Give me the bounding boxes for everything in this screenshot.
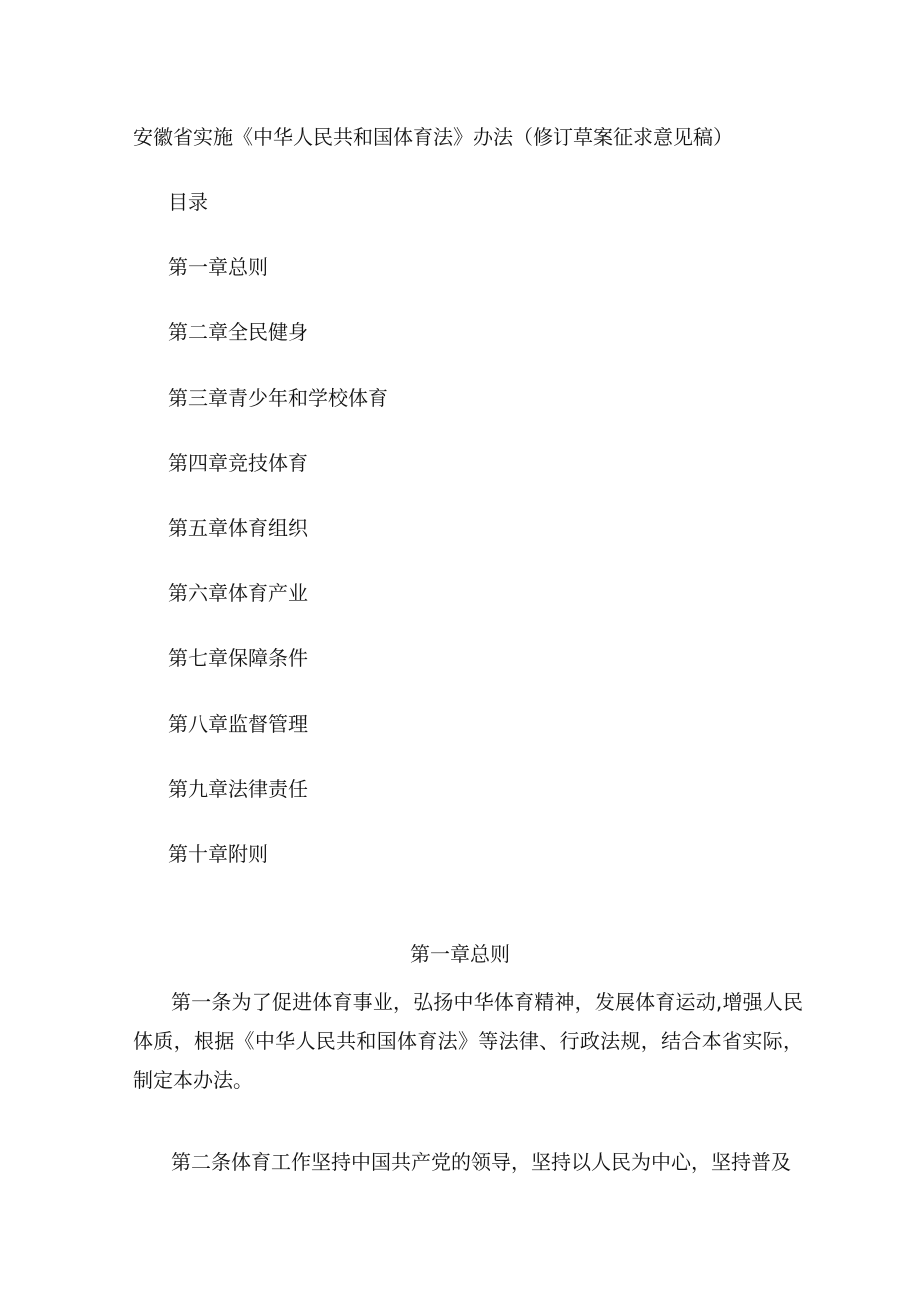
chapter-heading: 第一章总则 [410, 942, 510, 966]
toc-item-chapter-7: 第七章保障条件 [168, 646, 308, 671]
table-of-contents [168, 188, 388, 905]
toc-heading: 目录 [168, 190, 208, 214]
article-paragraph-2: 第二条体育工作坚持中国共产党的领导，坚持以人民为中心，坚持普及 [171, 1150, 791, 1174]
toc-item-chapter-4: 第四章竞技体育 [168, 450, 308, 475]
toc-item-chapter-6: 第六章体育产业 [168, 581, 308, 606]
toc-item-chapter-9: 第九章法律责任 [168, 776, 308, 801]
toc-item-chapter-2: 第二章全民健身 [168, 320, 308, 345]
document-title: 安徽省实施《中华人民共和国体育法》办法（修订草案征求意见稿） [133, 125, 733, 149]
toc-item-chapter-1: 第一章总则 [168, 255, 268, 280]
toc-item-chapter-5: 第五章体育组织 [168, 515, 308, 540]
toc-item-chapter-3: 第三章青少年和学校体育 [168, 385, 388, 410]
article-paragraph-1: 第一条为了促进体育事业，弘扬中华体育精神，发展体育运动,增强人民体质，根据《中华人民共和国体育法》等法律、行政法规，结合本省实际，制定本办法。 [133, 990, 803, 1092]
toc-item-chapter-8: 第八章监督管理 [168, 711, 308, 736]
toc-item-chapter-10: 第十章附则 [168, 841, 268, 866]
